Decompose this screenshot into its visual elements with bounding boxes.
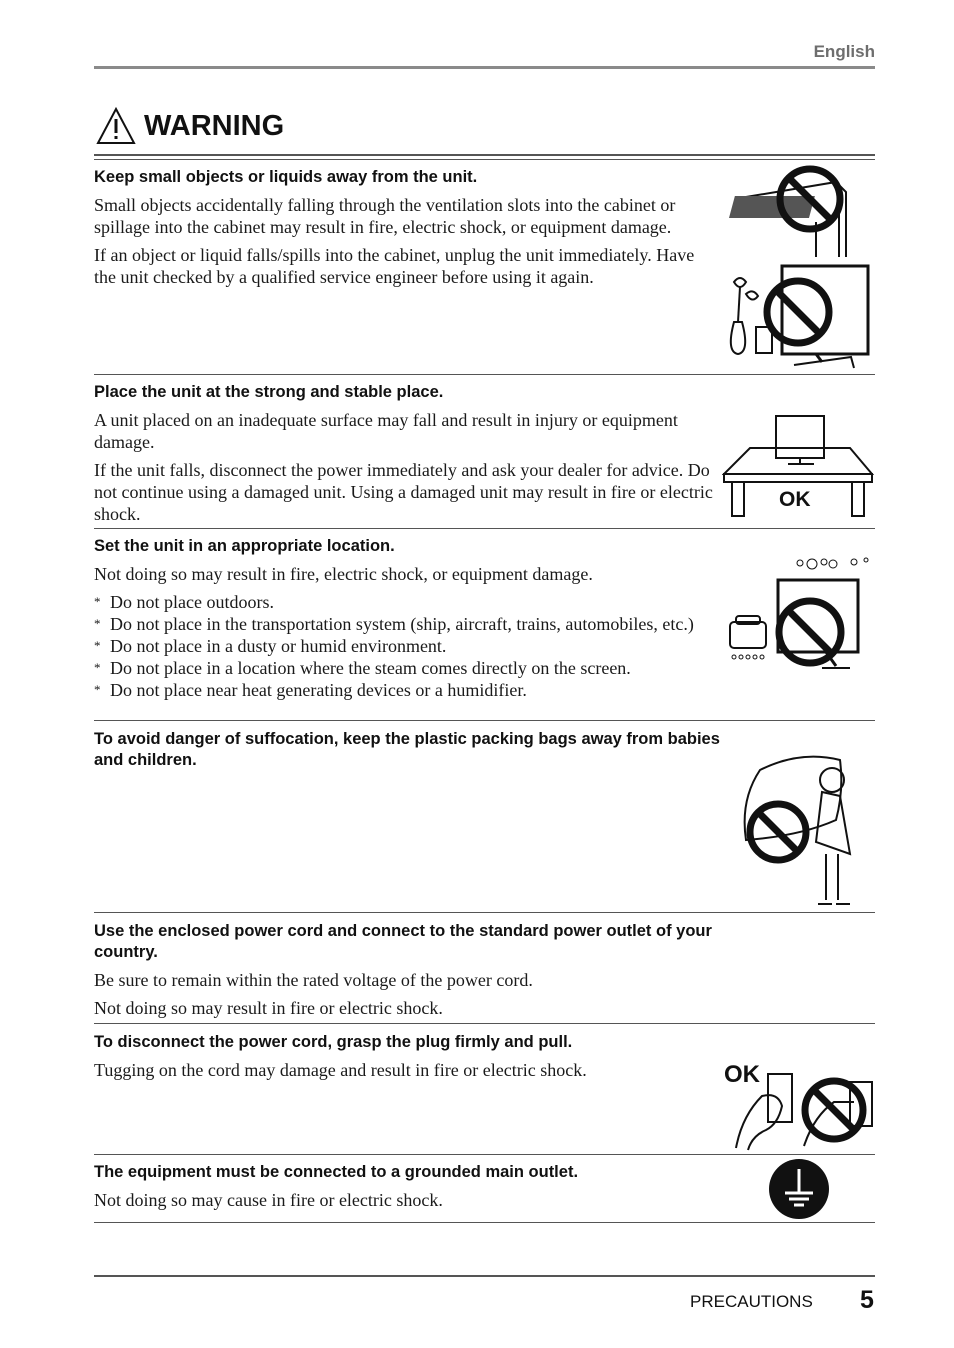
ok-label: OK [779, 488, 811, 511]
section-paragraph: Not doing so may result in fire or electric shock. [94, 998, 443, 1018]
plug-pull-illustration [722, 1056, 878, 1152]
title-rule-thin [94, 159, 875, 160]
section-paragraph: Not doing so may result in fire, electric shock, or equipment damage. [94, 564, 593, 584]
header-rule [94, 66, 875, 69]
location-bullet-list [94, 591, 724, 701]
ground-icon [767, 1159, 831, 1219]
stable-table-illustration [722, 412, 874, 520]
section-paragraph: If the unit falls, disconnect the power immediately and ask your dealer for advice. Do not continue using a damaged unit. Using a damaged unit may result in fire or electric shock. [94, 460, 713, 524]
list-item: * Do not place in a location where the steam comes directly on the screen. [94, 658, 631, 678]
section-heading: Place the unit at the strong and stable place. [94, 383, 444, 401]
list-item: * Do not place near heat generating devices or a humidifier. [94, 680, 527, 700]
language-label: English [813, 42, 875, 61]
section-paragraph: Tugging on the cord may damage and result in fire or electric shock. [94, 1060, 587, 1080]
no-humidity-illustration [726, 556, 876, 674]
list-item: * Do not place in a dusty or humid environment. [94, 636, 447, 656]
section-paragraph: Small objects accidentally falling through the ventilation slots into the cabinet or spillage into the cabinet may result in fire, electric shock, or equipment damage. [94, 195, 676, 237]
ok-label: OK [724, 1061, 760, 1088]
section-power-cord [94, 919, 875, 1024]
section-heading: Set the unit in an appropriate location. [94, 537, 395, 555]
warning-heading [96, 104, 284, 148]
list-item: * Do not place in the transportation system (ship, aircraft, trains, automobiles, etc.) [94, 614, 694, 634]
page-number: 5 [860, 1286, 874, 1314]
plastic-bag-child-illustration [740, 750, 860, 912]
footer-rule [94, 1275, 875, 1277]
warning-triangle-icon [96, 107, 136, 145]
title-rule [94, 154, 875, 156]
section-paragraph: Not doing so may cause in fire or electric shock. [94, 1190, 443, 1210]
bullet-marker: * [94, 638, 101, 653]
bullet-marker: * [94, 616, 101, 631]
no-objects-illustration [716, 162, 876, 372]
warning-title: WARNING [144, 109, 285, 142]
section-heading: The equipment must be connected to a grounded main outlet. [94, 1163, 579, 1181]
section-heading: Use the enclosed power cord and connect to the standard power outlet of your country. [94, 922, 712, 961]
footer-section-name: PRECAUTIONS [690, 1292, 813, 1311]
bullet-marker: * [94, 682, 101, 697]
bullet-marker: * [94, 660, 101, 675]
section-grounded [94, 1160, 875, 1223]
section-paragraph: If an object or liquid falls/spills into the cabinet, unplug the unit immediately. Have the unit checked by a qualified service engineer before using it again. [94, 245, 695, 287]
list-item: * Do not place outdoors. [94, 592, 274, 612]
bullet-marker: * [94, 594, 101, 609]
section-paragraph: A unit placed on an inadequate surface may fall and result in injury or equipment damage. [94, 410, 678, 452]
section-paragraph: Be sure to remain within the rated voltage of the power cord. [94, 970, 533, 990]
section-heading: To disconnect the power cord, grasp the plug firmly and pull. [94, 1033, 573, 1051]
section-heading: To avoid danger of suffocation, keep the plastic packing bags away from babies and children. [94, 730, 720, 769]
section-heading: Keep small objects or liquids away from the unit. [94, 168, 478, 186]
